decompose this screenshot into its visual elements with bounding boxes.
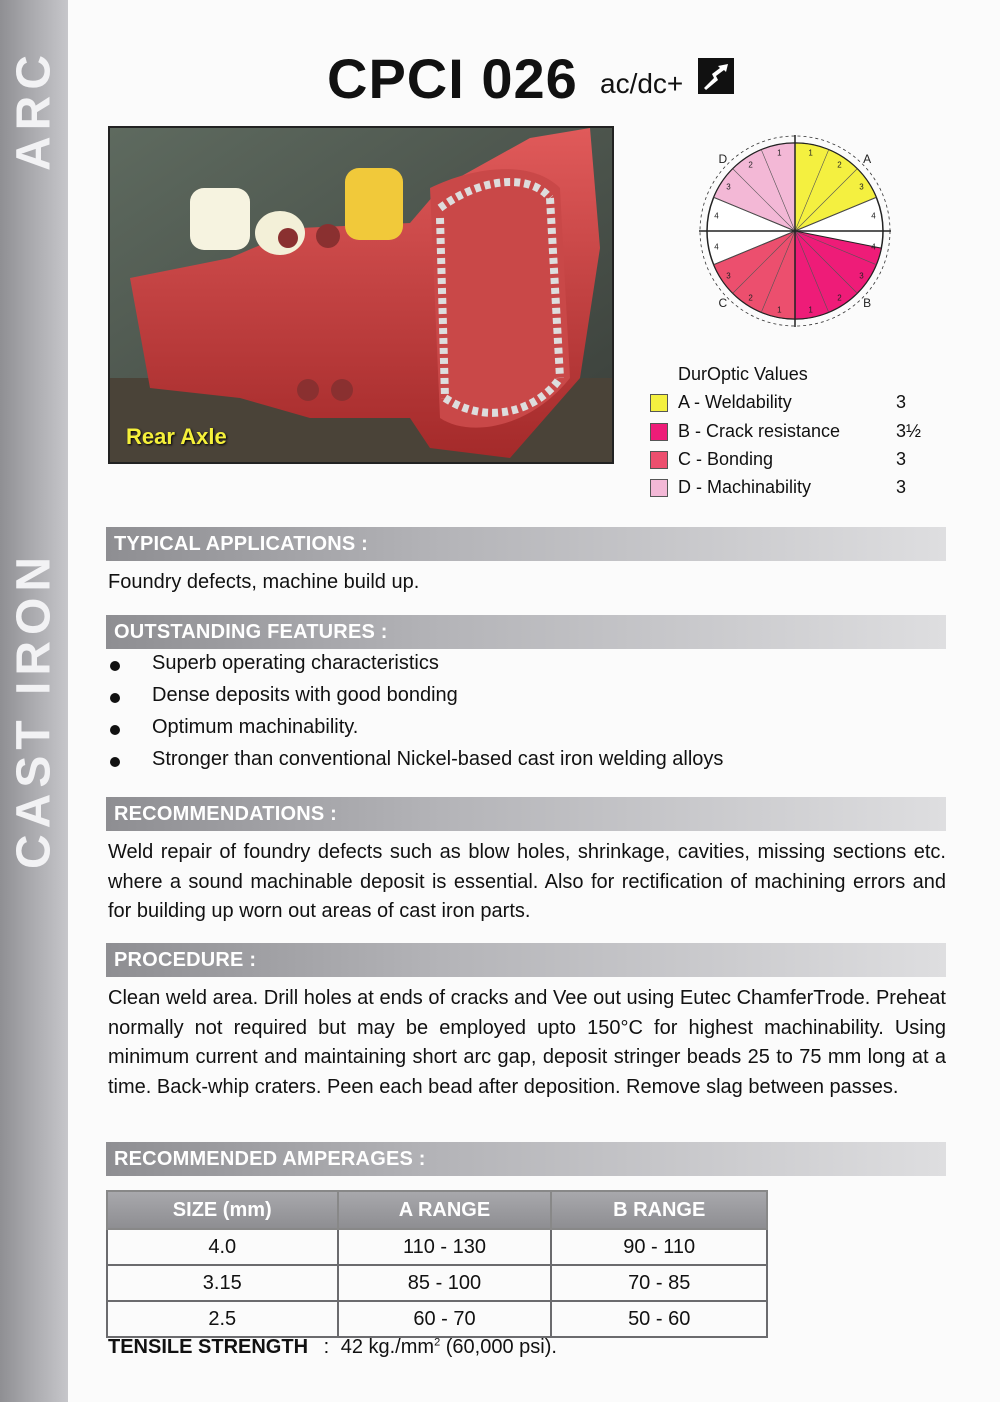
tensile-label: TENSILE STRENGTH xyxy=(108,1336,309,1358)
chart-tick-label: 2 xyxy=(837,160,842,170)
tensile-unit-sup: 2 xyxy=(434,1336,441,1349)
tensile-value: 42 kg./mm xyxy=(340,1336,435,1358)
feature-text: Dense deposits with good bonding xyxy=(152,684,458,706)
chart-tick-label: 3 xyxy=(859,182,864,192)
chart-tick-label: 4 xyxy=(714,242,719,252)
column-header: SIZE (mm) xyxy=(107,1191,338,1229)
bullet-icon xyxy=(110,757,120,767)
chart-tick-label: 3 xyxy=(726,182,731,192)
table-row xyxy=(107,1301,767,1337)
section-header-applications xyxy=(106,527,946,561)
amperages-heading: RECOMMENDED AMPERAGES : xyxy=(114,1148,426,1170)
procedure-heading: PROCEDURE : xyxy=(114,949,257,971)
legend-label-c: C - Bonding xyxy=(678,449,774,469)
table-cell: 3.15 xyxy=(107,1265,338,1301)
legend-row-a xyxy=(650,392,940,418)
list-item xyxy=(108,652,908,684)
current-type: ac/dc+ xyxy=(600,68,684,99)
bullet-icon xyxy=(110,693,120,703)
chart-quadrant-label-a: A xyxy=(863,151,872,166)
chart-tick-label: 1 xyxy=(808,148,813,158)
chart-tick-label: 2 xyxy=(748,293,753,303)
table-cell: 85 - 100 xyxy=(338,1265,552,1301)
recommendations-text: Weld repair of foundry defects such as blow holes, shrinkage, cavities, missing sections etc. where a sound machinable deposit is essential. Also for rectification of machining errors and for building up worn out areas of cast iron parts. xyxy=(108,841,946,922)
table-row xyxy=(107,1265,767,1301)
features-heading: OUTSTANDING FEATURES : xyxy=(114,621,388,643)
feature-text: Optimum machinability. xyxy=(152,716,359,738)
legend-swatch-b xyxy=(650,423,668,441)
arc-welding-icon xyxy=(698,58,734,94)
table-cell: 2.5 xyxy=(107,1301,338,1337)
legend-swatch-a xyxy=(650,394,668,412)
legend-row-b xyxy=(650,421,940,447)
photo-caption: Rear Axle xyxy=(126,424,227,449)
legend-label-a: A - Weldability xyxy=(678,392,792,412)
table-cell: 90 - 110 xyxy=(551,1229,767,1265)
chart-tick-label: 3 xyxy=(859,271,864,281)
table-row xyxy=(107,1229,767,1265)
product-title: CPCI 026 xyxy=(327,47,578,110)
applications-text: Foundry defects, machine build up. xyxy=(108,571,420,593)
chart-quadrant-label-c: C xyxy=(718,296,728,311)
table-cell: 60 - 70 xyxy=(338,1301,552,1337)
chart-tick-label: 1 xyxy=(808,305,813,315)
feature-text: Stronger than conventional Nickel-based cast iron welding alloys xyxy=(152,748,724,770)
chart-quadrant-label-d: D xyxy=(718,151,728,166)
feature-text: Superb operating characteristics xyxy=(152,652,439,674)
bullet-icon xyxy=(110,725,120,735)
table-cell: 50 - 60 xyxy=(551,1301,767,1337)
list-item xyxy=(108,716,908,748)
table-cell: 4.0 xyxy=(107,1229,338,1265)
recommendations-heading: RECOMMENDATIONS : xyxy=(114,803,338,825)
legend-row-c xyxy=(650,449,940,475)
rear-axle-photo xyxy=(108,126,614,464)
section-header-features xyxy=(106,615,946,649)
sidebar-label-arc: ARC xyxy=(7,49,61,171)
duroptic-chart xyxy=(690,126,900,336)
chart-tick-label: 2 xyxy=(837,293,842,303)
chart-tick-label: 4 xyxy=(714,211,719,221)
table-cell: 70 - 85 xyxy=(551,1265,767,1301)
list-item xyxy=(108,748,908,780)
legend-row-d xyxy=(650,477,940,503)
bullet-icon xyxy=(110,661,120,671)
legend-value-d: 3 xyxy=(896,477,907,497)
legend-value-b: 3½ xyxy=(896,421,922,441)
section-header-procedure xyxy=(106,943,946,977)
tensile-value-rest: (60,000 psi). xyxy=(440,1336,557,1358)
legend-swatch-c xyxy=(650,451,668,469)
legend-value-a: 3 xyxy=(896,392,907,412)
chart-tick-label: 1 xyxy=(777,148,782,158)
chart-tick-label: 3 xyxy=(726,271,731,281)
column-header: B RANGE xyxy=(551,1191,767,1229)
legend-label-b: B - Crack resistance xyxy=(678,421,841,441)
chart-tick-label: 4 xyxy=(871,211,876,221)
legend-swatch-d xyxy=(650,479,668,497)
column-header: A RANGE xyxy=(338,1191,552,1229)
section-header-recommendations xyxy=(106,797,946,831)
amperage-table xyxy=(106,1190,768,1338)
applications-heading: TYPICAL APPLICATIONS : xyxy=(114,533,369,555)
list-item xyxy=(108,684,908,716)
tensile-separator: : xyxy=(323,1336,330,1358)
legend-label-d: D - Machinability xyxy=(678,477,812,497)
table-header-row xyxy=(107,1191,767,1229)
sidebar-band xyxy=(0,0,68,1402)
table-cell: 110 - 130 xyxy=(338,1229,552,1265)
section-header-amperages xyxy=(106,1142,946,1176)
features-list xyxy=(108,652,908,780)
tensile-strength xyxy=(108,1336,557,1359)
chart-quadrant-label-b: B xyxy=(863,296,872,311)
chart-tick-label: 4 xyxy=(871,242,876,252)
chart-tick-label: 2 xyxy=(748,160,753,170)
legend-title: DurOptic Values xyxy=(678,364,808,384)
sidebar-label-cast-iron: CAST IRON xyxy=(7,551,61,869)
chart-tick-label: 1 xyxy=(777,305,782,315)
legend-value-c: 3 xyxy=(896,449,907,469)
procedure-text: Clean weld area. Drill holes at ends of cracks and Vee out using Eutec ChamferTrode. Preheat normally not required but may be employed upto 150°C for highest machinability. Using minimum current and maintaining short arc gap, deposit stringer beads 25 to 75 mm long at a time. Back-whip craters. Peen each bead after deposition. Remove slag between passes. xyxy=(108,987,946,1098)
